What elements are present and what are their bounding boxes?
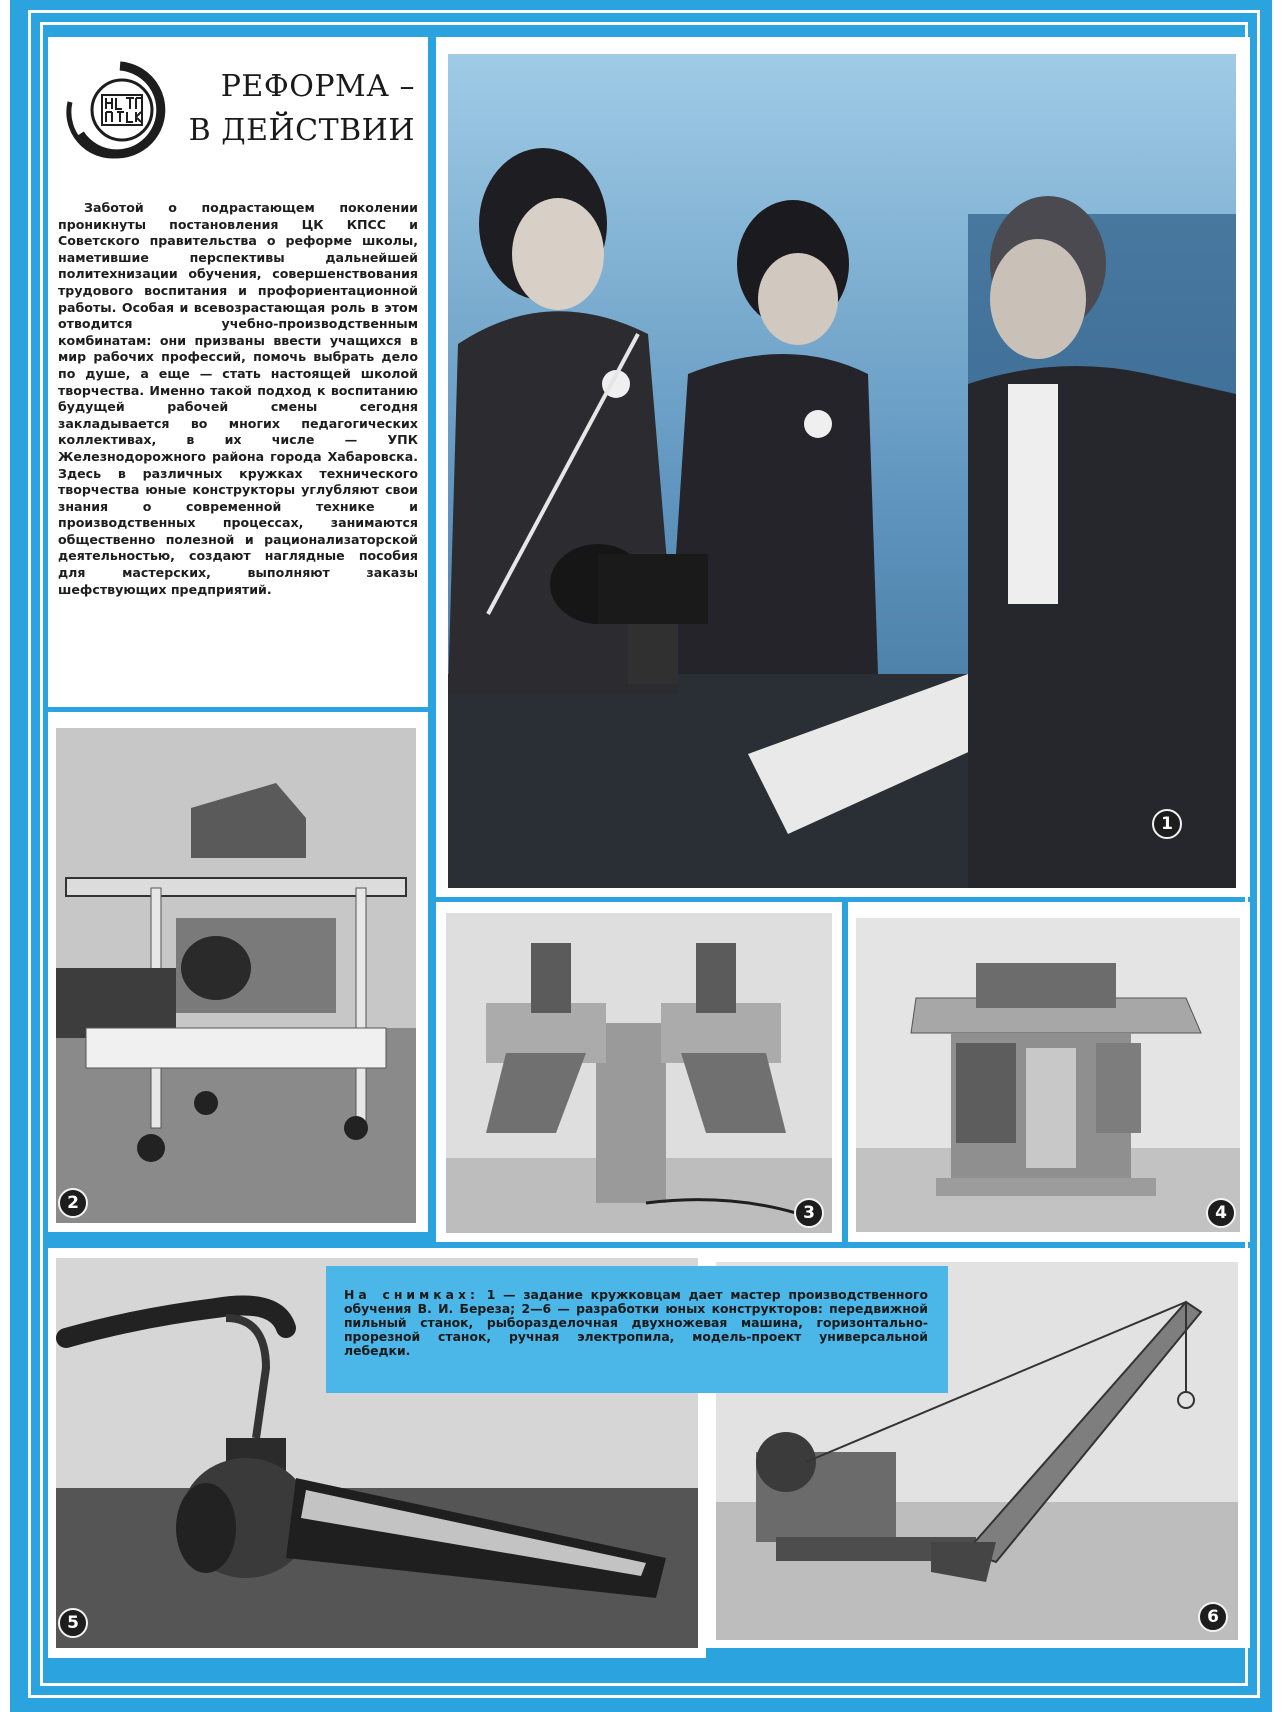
photo-number-5: 5 — [58, 1608, 88, 1638]
article-body: Заботой о подрастающем поколении проникнуты постановления ЦК КПСС и Советского правительства о реформе школы, наметившие перспективы дальнейшей политехнизации обучения, совершенствования трудового воспитания и профориентационной работы. Особая и всевозрастающая роль в этом отводится учебно-производственным комбинатам: они призваны ввести учащихся в мир рабочих профессий, помочь выбрать дело по душе, а еще — стать настоящей школой творчества. Именно такой подход к воспитанию будущей рабочей смены сегодня закладывается во многих педагогических коллективах, в их числе — УПК Железнодорожного района города Хабаровска. Здесь в различных кружках технического творчества юные конструкторы углубляют свои знания о современной технике и производственных процессах, занимаются общественно полезной и рационализаторской деятельностью, создают наглядные пособия для мастерских, выполняют заказы шефствующих предприятий. — [58, 200, 418, 597]
photo-number-1: 1 — [1152, 809, 1182, 839]
photo-number-3: 3 — [794, 1198, 824, 1228]
title-line-1: РЕФОРМА – — [220, 69, 415, 104]
photo-3-fish-cutting-machine — [446, 913, 832, 1233]
photo-2-saw-machine — [56, 728, 416, 1223]
photo-caption — [326, 1266, 948, 1393]
photo-number-6: 6 — [1198, 1602, 1228, 1632]
photo-1-workshop-lesson — [448, 54, 1236, 888]
section-logo — [62, 60, 180, 160]
caption-text: 1 — задание кружковцам дает мастер производственного обучения В. И. Береза; 2—6 — разработки юных конструкторов: передвижной пильный станок, рыборазделочная двухножевая машина, горизонтально-прорезной станок, ручная электропила, модель-проект универсальной лебедки. — [344, 1287, 928, 1358]
title-line-2: В ДЕЙСТВИИ — [188, 113, 415, 148]
photo-number-2: 2 — [58, 1188, 88, 1218]
article-title — [175, 65, 415, 153]
photo-number-4: 4 — [1206, 1198, 1236, 1228]
caption-lead: На снимках: — [344, 1287, 479, 1302]
photo-4-slotting-machine — [856, 918, 1240, 1232]
logo-emblem-icon — [62, 60, 180, 160]
